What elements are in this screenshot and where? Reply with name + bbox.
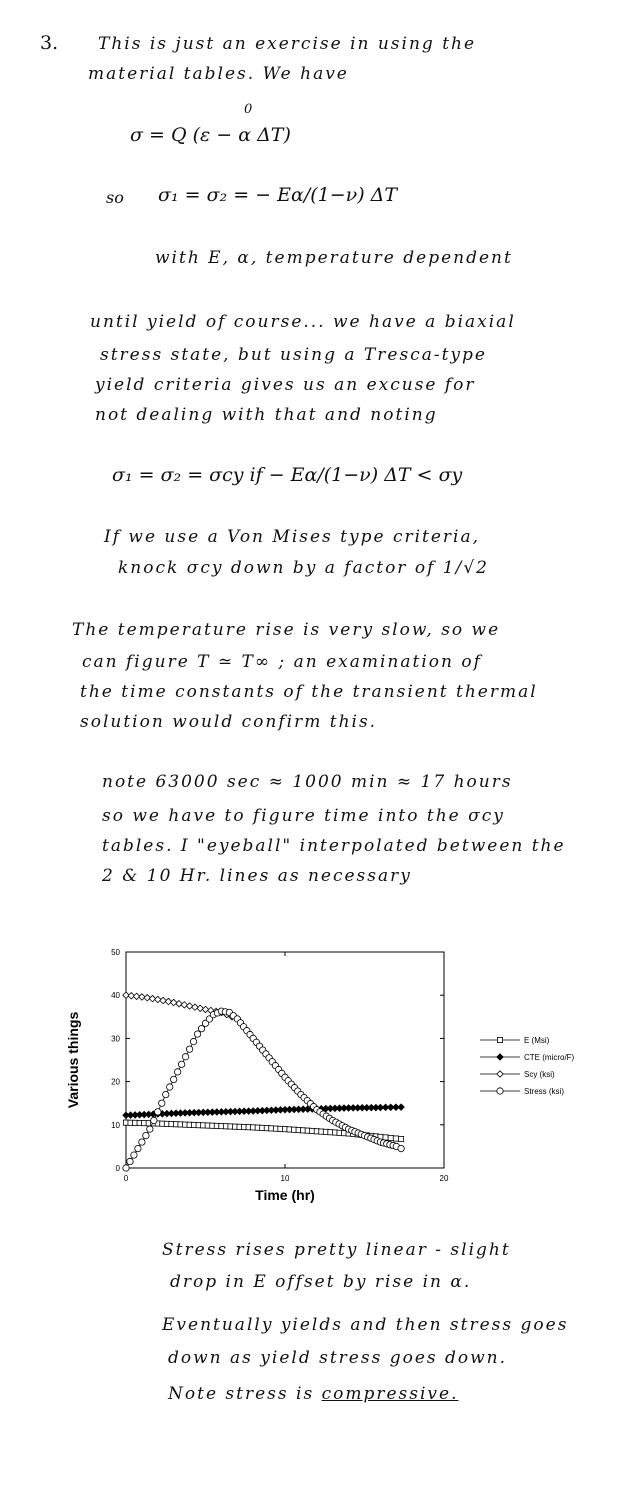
- para3-line-2: can figure T ≃ T∞ ; an examination of: [82, 652, 482, 672]
- data-point: [165, 998, 171, 1004]
- data-point: [398, 1104, 404, 1110]
- x-tick-label: 10: [280, 1174, 290, 1183]
- data-point: [171, 1076, 177, 1082]
- para4-line-4: 2 & 10 Hr. lines as necessary: [102, 866, 412, 886]
- legend-label: CTE (micro/F): [524, 1053, 575, 1062]
- data-point: [144, 995, 150, 1001]
- data-point: [160, 997, 166, 1003]
- y-tick-label: 30: [111, 1034, 120, 1044]
- data-point: [123, 1165, 129, 1171]
- para1-line-1: until yield of course... we have a biaxial: [90, 312, 516, 332]
- compressive-word: compressive.: [321, 1384, 459, 1404]
- para2-line-2: knock σcy down by a factor of 1/√2: [118, 558, 489, 578]
- data-point: [174, 1069, 180, 1075]
- legend-item-0: [480, 1036, 550, 1045]
- data-point: [383, 1135, 388, 1140]
- principal-stress-equation: σ₁ = σ₂ = − Eα/(1−ν) ΔT: [158, 184, 398, 206]
- x-tick-label: 0: [123, 1174, 129, 1183]
- intro-line-1: This is just an exercise in using the: [98, 34, 477, 54]
- para1-line-3: yield criteria gives us an excuse for: [95, 375, 476, 395]
- para3-line-1: The temperature rise is very slow, so we: [72, 620, 501, 640]
- y-tick-label: 50: [111, 948, 120, 957]
- legend-marker: [497, 1054, 503, 1060]
- data-point: [139, 994, 145, 1000]
- para4-line-1: note 63000 sec ≈ 1000 min ≈ 17 hours: [102, 772, 513, 792]
- para4-line-3: tables. I "eyeball" interpolated between the: [102, 836, 566, 856]
- data-point: [398, 1136, 403, 1141]
- para5-line-2: drop in E offset by rise in α.: [170, 1272, 472, 1292]
- data-point: [198, 1025, 204, 1031]
- data-point: [159, 1100, 165, 1106]
- so-label: so: [106, 188, 124, 207]
- data-point: [127, 1158, 133, 1164]
- data-point: [163, 1091, 169, 1097]
- data-point: [176, 1000, 182, 1006]
- x-tick-label: 20: [439, 1174, 449, 1183]
- yield-condition-equation: σ₁ = σ₂ = σcy if − Eα/(1−ν) ΔT < σy: [112, 464, 463, 486]
- legend-marker: [497, 1071, 503, 1077]
- data-point: [190, 1038, 196, 1044]
- para5-line-5: [168, 1384, 458, 1404]
- para5-line-4: down as yield stress goes down.: [168, 1348, 508, 1368]
- legend-label: E (Msi): [524, 1036, 550, 1045]
- chart-axes: [65, 948, 449, 1203]
- data-point: [192, 1004, 198, 1010]
- intro-line-2: material tables. We have: [88, 64, 349, 84]
- data-point: [181, 1002, 187, 1008]
- data-point: [182, 1054, 188, 1060]
- data-point: [178, 1061, 184, 1067]
- data-point: [131, 1152, 137, 1158]
- data-point: [135, 1145, 141, 1151]
- para5-line-3: Eventually yields and then stress goes: [162, 1315, 569, 1335]
- legend-item-3: [480, 1087, 564, 1096]
- stress-equation: σ = Q (ε − α ΔT): [130, 124, 291, 146]
- para5-line-1: Stress rises pretty linear - slight: [162, 1240, 511, 1260]
- para3-line-4: solution would confirm this.: [80, 712, 378, 732]
- data-point: [167, 1084, 173, 1090]
- data-point: [393, 1136, 398, 1141]
- legend-item-2: [480, 1070, 555, 1079]
- data-point: [151, 1117, 157, 1123]
- series-3: [123, 1008, 404, 1171]
- legend-marker: [497, 1037, 502, 1042]
- temperature-dependence-note: with E, α, temperature dependent: [155, 248, 513, 268]
- data-point: [143, 1132, 149, 1138]
- data-point: [139, 1139, 145, 1145]
- note-prefix: Note stress is: [168, 1384, 322, 1404]
- data-point: [194, 1031, 200, 1037]
- para4-line-2: so we have to figure time into the σcy: [102, 806, 505, 826]
- data-point: [186, 1046, 192, 1052]
- y-tick-label: 20: [111, 1077, 120, 1087]
- data-point: [186, 1003, 192, 1009]
- data-point: [171, 999, 177, 1005]
- data-point: [202, 1006, 208, 1012]
- chart-legend: [480, 1036, 575, 1096]
- legend-label: Stress (ksi): [524, 1087, 564, 1096]
- series-1: [123, 1104, 404, 1119]
- strain-zero-mark: 0: [244, 102, 253, 117]
- data-point: [147, 1126, 153, 1132]
- data-point: [398, 1145, 404, 1151]
- para1-line-2: stress state, but using a Tresca-type: [100, 345, 487, 365]
- legend-marker: [497, 1088, 503, 1094]
- para3-line-3: the time constants of the transient thermal: [80, 682, 538, 702]
- y-tick-label: 0: [115, 1164, 120, 1173]
- data-point: [155, 996, 161, 1002]
- data-point: [197, 1005, 203, 1011]
- y-tick-label: 10: [111, 1120, 120, 1130]
- problem-number: 3.: [40, 32, 59, 54]
- data-point: [155, 1109, 161, 1115]
- data-point: [388, 1135, 393, 1140]
- material-properties-chart: [60, 940, 600, 1210]
- legend-item-1: [480, 1053, 575, 1062]
- para1-line-4: not dealing with that and noting: [95, 405, 438, 425]
- y-axis-label: Various things: [65, 1011, 81, 1109]
- para2-line-1: If we use a Von Mises type criteria,: [104, 527, 481, 547]
- chart-series-layer: [123, 992, 404, 1171]
- y-tick-label: 40: [111, 991, 120, 1001]
- legend-label: Scy (ksi): [524, 1070, 555, 1079]
- x-axis-label: Time (hr): [255, 1187, 315, 1203]
- data-point: [149, 995, 155, 1001]
